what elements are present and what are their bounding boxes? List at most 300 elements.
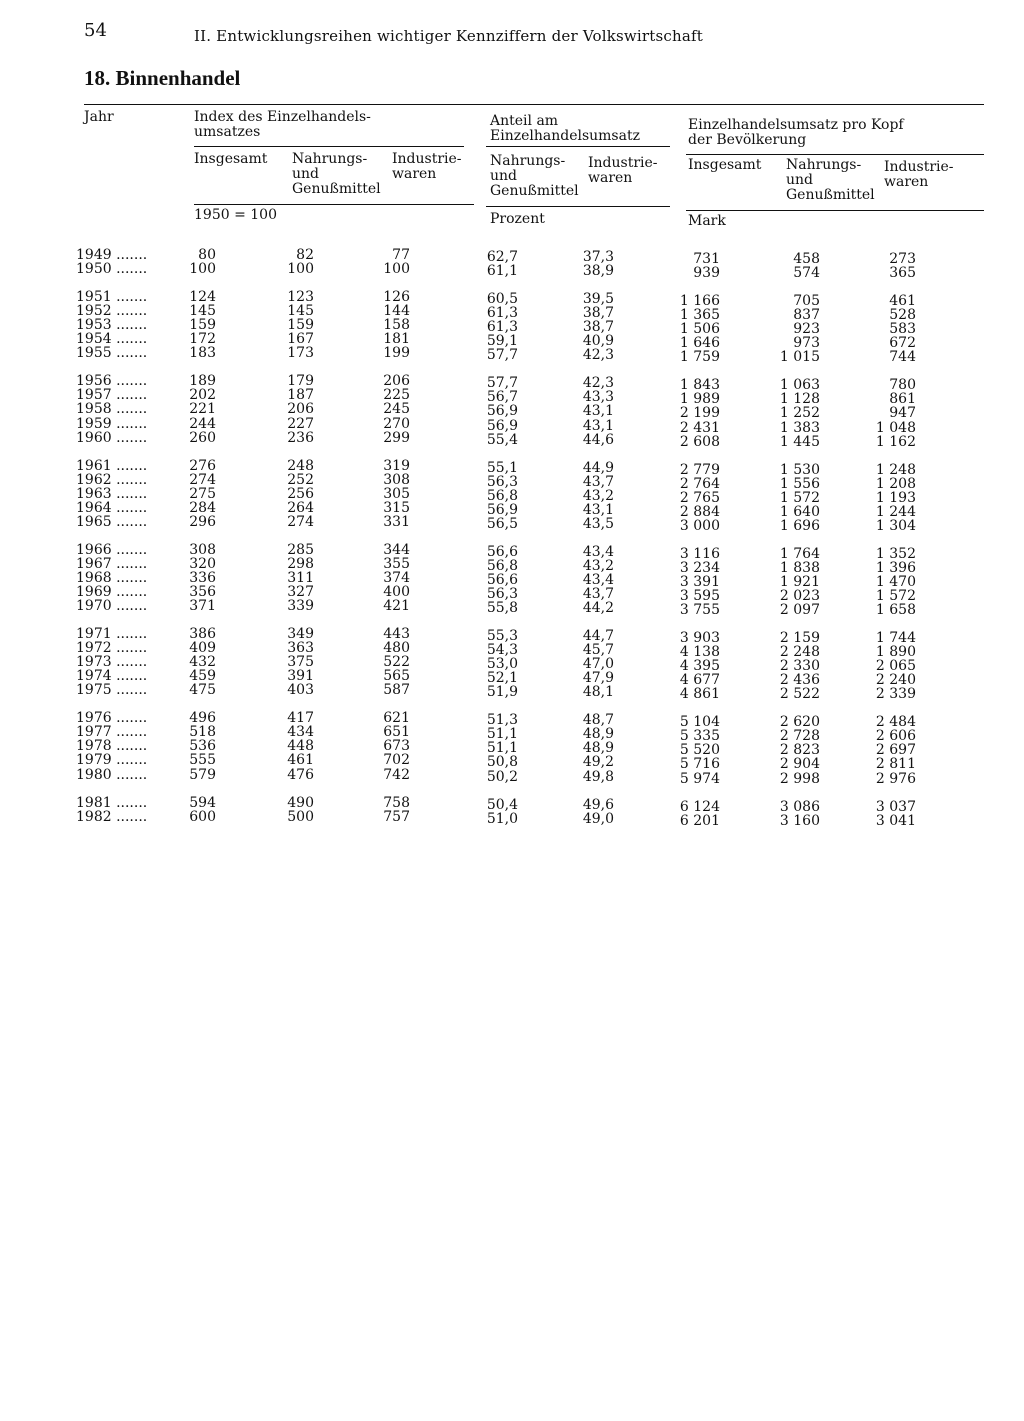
table-row [0,626,1024,646]
cell-index-industrie: 181 [383,331,410,347]
cell-kopf-industrie: 861 [889,391,916,407]
cell-anteil-industrie: 43,2 [582,488,614,504]
cell-index-insgesamt: 159 [189,317,216,333]
cell-index-nahrung: 391 [287,668,314,684]
table-row [0,640,1024,660]
cell-kopf-nahrung: 1 128 [779,391,820,407]
cell-index-industrie: 443 [383,626,410,642]
cell-index-insgesamt: 320 [189,556,216,572]
cell-index-nahrung: 490 [287,795,314,811]
cell-index-insgesamt: 274 [189,472,216,488]
cell-year: 1959 ....... [76,416,148,432]
cell-year: 1976 ....... [76,710,148,726]
cell-kopf-industrie: 1 048 [875,420,916,436]
cell-index-insgesamt: 124 [189,289,216,305]
cell-index-industrie: 522 [383,654,410,670]
cell-year: 1958 ....... [76,401,148,417]
table-row [0,331,1024,351]
cell-index-industrie: 308 [383,472,410,488]
cell-index-nahrung: 236 [287,430,314,446]
cell-kopf-insgesamt: 4 138 [679,644,720,660]
cell-index-insgesamt: 244 [189,416,216,432]
table-row [0,472,1024,492]
table-row [0,261,1024,281]
cell-year: 1980 ....... [76,767,148,783]
cell-anteil-industrie: 43,4 [582,544,614,560]
cell-kopf-industrie: 2 697 [875,742,916,758]
cell-anteil-nahrung: 56,8 [486,488,518,504]
cell-anteil-nahrung: 55,1 [486,460,518,476]
cell-index-nahrung: 434 [287,724,314,740]
cell-anteil-industrie: 38,7 [582,305,614,321]
cell-year: 1981 ....... [76,795,148,811]
cell-kopf-industrie: 2 339 [875,686,916,702]
table-row [0,584,1024,604]
cell-kopf-industrie: 3 041 [875,813,916,829]
cell-year: 1978 ....... [76,738,148,754]
cell-kopf-industrie: 672 [889,335,916,351]
cell-kopf-insgesamt: 1 166 [679,293,720,309]
cell-anteil-industrie: 45,7 [582,642,614,658]
cell-index-nahrung: 461 [287,752,314,768]
cell-anteil-nahrung: 59,1 [486,333,518,349]
cell-index-insgesamt: 475 [189,682,216,698]
cell-kopf-insgesamt: 1 646 [679,335,720,351]
table-row [0,809,1024,829]
cell-index-industrie: 199 [383,345,410,361]
cell-anteil-industrie: 40,9 [582,333,614,349]
cell-kopf-insgesamt: 731 [693,251,720,267]
cell-kopf-nahrung: 574 [793,265,820,281]
cell-anteil-industrie: 44,2 [582,600,614,616]
table-row [0,430,1024,450]
cell-year: 1974 ....... [76,668,148,684]
cell-year: 1977 ....... [76,724,148,740]
cell-index-insgesamt: 308 [189,542,216,558]
cell-index-industrie: 77 [392,247,410,263]
cell-kopf-insgesamt: 2 779 [679,462,720,478]
index-group-rule [194,146,464,147]
cell-anteil-nahrung: 56,6 [486,572,518,588]
cell-anteil-industrie: 49,6 [582,797,614,813]
table-row [0,514,1024,534]
kopf-insgesamt-label: Insgesamt [688,157,762,173]
cell-kopf-industrie: 1 470 [875,574,916,590]
cell-index-industrie: 673 [383,738,410,754]
cell-anteil-industrie: 44,9 [582,460,614,476]
cell-anteil-nahrung: 56,6 [486,544,518,560]
cell-kopf-industrie: 1 162 [875,434,916,450]
cell-anteil-nahrung: 51,1 [486,740,518,756]
cell-kopf-industrie: 1 890 [875,644,916,660]
cell-year: 1964 ....... [76,500,148,516]
cell-kopf-industrie: 583 [889,321,916,337]
cell-kopf-insgesamt: 6 124 [679,799,720,815]
cell-anteil-industrie: 48,1 [582,684,614,700]
cell-kopf-industrie: 780 [889,377,916,393]
cell-anteil-industrie: 44,7 [582,628,614,644]
cell-year: 1953 ....... [76,317,148,333]
cell-anteil-industrie: 49,2 [582,754,614,770]
cell-kopf-industrie: 1 244 [875,504,916,520]
cell-anteil-industrie: 42,3 [582,347,614,363]
cell-kopf-nahrung: 1 556 [779,476,820,492]
cell-anteil-nahrung: 56,7 [486,389,518,405]
cell-anteil-nahrung: 56,9 [486,418,518,434]
table-row [0,570,1024,590]
table-row [0,317,1024,337]
cell-anteil-nahrung: 55,4 [486,432,518,448]
cell-anteil-industrie: 47,9 [582,670,614,686]
cell-anteil-industrie: 49,8 [582,769,614,785]
cell-anteil-industrie: 42,3 [582,375,614,391]
cell-index-insgesamt: 371 [189,598,216,614]
cell-index-industrie: 758 [383,795,410,811]
running-title: II. Entwicklungsreihen wichtiger Kennziffern der Volkswirtschaft [194,27,704,45]
cell-anteil-industrie: 43,1 [582,403,614,419]
cell-kopf-industrie: 947 [889,405,916,421]
cell-anteil-industrie: 44,6 [582,432,614,448]
cell-kopf-nahrung: 1 383 [779,420,820,436]
cell-index-industrie: 400 [383,584,410,600]
cell-kopf-insgesamt: 5 335 [679,728,720,744]
cell-index-industrie: 305 [383,486,410,502]
cell-kopf-insgesamt: 3 116 [679,546,720,562]
index-unit-label: 1950 = 100 [194,207,277,223]
cell-year: 1968 ....... [76,570,148,586]
cell-anteil-industrie: 43,3 [582,389,614,405]
kopf-nahrung-label: Nahrungs- und Genußmittel [786,157,875,203]
cell-anteil-industrie: 37,3 [582,249,614,265]
cell-index-nahrung: 363 [287,640,314,656]
cell-kopf-insgesamt: 1 506 [679,321,720,337]
cell-year: 1963 ....... [76,486,148,502]
cell-kopf-industrie: 1 396 [875,560,916,576]
cell-index-insgesamt: 189 [189,373,216,389]
cell-index-nahrung: 327 [287,584,314,600]
cell-year: 1966 ....... [76,542,148,558]
cell-index-insgesamt: 356 [189,584,216,600]
cell-kopf-insgesamt: 3 755 [679,602,720,618]
cell-kopf-nahrung: 1 252 [779,405,820,421]
cell-index-insgesamt: 409 [189,640,216,656]
cell-index-industrie: 374 [383,570,410,586]
table-row [0,289,1024,309]
cell-index-insgesamt: 172 [189,331,216,347]
cell-kopf-nahrung: 458 [793,251,820,267]
index-unit-rule [194,204,474,205]
cell-anteil-industrie: 48,9 [582,740,614,756]
cell-index-insgesamt: 260 [189,430,216,446]
cell-year: 1973 ....... [76,654,148,670]
cell-index-industrie: 702 [383,752,410,768]
cell-kopf-nahrung: 1 696 [779,518,820,534]
cell-anteil-nahrung: 51,0 [486,811,518,827]
cell-kopf-nahrung: 2 023 [779,588,820,604]
cell-index-insgesamt: 221 [189,401,216,417]
cell-kopf-nahrung: 2 823 [779,742,820,758]
cell-kopf-insgesamt: 3 595 [679,588,720,604]
table-row [0,724,1024,744]
table-row [0,373,1024,393]
cell-anteil-nahrung: 51,3 [486,712,518,728]
cell-index-nahrung: 311 [287,570,314,586]
cell-anteil-nahrung: 56,3 [486,586,518,602]
cell-index-insgesamt: 518 [189,724,216,740]
cell-index-industrie: 144 [383,303,410,319]
cell-year: 1971 ....... [76,626,148,642]
table-row [0,795,1024,815]
table-row [0,682,1024,702]
cell-anteil-nahrung: 61,3 [486,319,518,335]
table-row [0,710,1024,730]
cell-index-insgesamt: 202 [189,387,216,403]
table-row [0,668,1024,688]
index-group-label: Index des Einzelhandels- umsatzes [194,109,371,140]
cell-kopf-nahrung: 837 [793,307,820,323]
cell-kopf-industrie: 1 193 [875,490,916,506]
cell-kopf-nahrung: 2 998 [779,771,820,787]
cell-kopf-nahrung: 3 086 [779,799,820,815]
cell-kopf-nahrung: 1 530 [779,462,820,478]
table-row [0,345,1024,365]
cell-index-industrie: 421 [383,598,410,614]
cell-anteil-nahrung: 56,5 [486,516,518,532]
cell-index-industrie: 315 [383,500,410,516]
cell-kopf-nahrung: 2 728 [779,728,820,744]
cell-kopf-insgesamt: 6 201 [679,813,720,829]
cell-anteil-nahrung: 56,9 [486,502,518,518]
cell-kopf-industrie: 1 658 [875,602,916,618]
cell-kopf-insgesamt: 1 365 [679,307,720,323]
cell-kopf-nahrung: 1 063 [779,377,820,393]
cell-kopf-industrie: 273 [889,251,916,267]
cell-index-industrie: 565 [383,668,410,684]
section-title: 18. Binnenhandel [84,66,241,90]
cell-anteil-industrie: 43,7 [582,586,614,602]
cell-kopf-insgesamt: 3 903 [679,630,720,646]
cell-index-nahrung: 173 [287,345,314,361]
anteil-unit-label: Prozent [490,211,545,227]
cell-kopf-industrie: 461 [889,293,916,309]
cell-index-insgesamt: 80 [198,247,216,263]
cell-kopf-insgesamt: 4 861 [679,686,720,702]
table-row [0,767,1024,787]
cell-kopf-insgesamt: 5 520 [679,742,720,758]
cell-index-nahrung: 82 [296,247,314,263]
cell-kopf-nahrung: 923 [793,321,820,337]
cell-kopf-nahrung: 1 921 [779,574,820,590]
cell-index-nahrung: 248 [287,458,314,474]
cell-kopf-nahrung: 2 436 [779,672,820,688]
table-row [0,542,1024,562]
cell-kopf-insgesamt: 939 [693,265,720,281]
cell-anteil-nahrung: 57,7 [486,375,518,391]
cell-kopf-nahrung: 705 [793,293,820,309]
cell-anteil-nahrung: 61,3 [486,305,518,321]
cell-anteil-nahrung: 56,9 [486,403,518,419]
cell-index-industrie: 225 [383,387,410,403]
cell-anteil-nahrung: 57,7 [486,347,518,363]
cell-year: 1961 ....... [76,458,148,474]
cell-index-insgesamt: 555 [189,752,216,768]
table-top-rule [84,104,984,105]
cell-index-nahrung: 448 [287,738,314,754]
kopf-unit-label: Mark [688,213,726,229]
cell-kopf-nahrung: 2 097 [779,602,820,618]
cell-index-nahrung: 298 [287,556,314,572]
cell-anteil-industrie: 48,7 [582,712,614,728]
table-row [0,500,1024,520]
table-row [0,598,1024,618]
cell-anteil-nahrung: 61,1 [486,263,518,279]
cell-kopf-industrie: 2 065 [875,658,916,674]
cell-kopf-industrie: 1 572 [875,588,916,604]
cell-index-nahrung: 227 [287,416,314,432]
cell-kopf-insgesamt: 2 764 [679,476,720,492]
col-jahr-label: Jahr [84,109,114,125]
cell-index-industrie: 245 [383,401,410,417]
cell-index-insgesamt: 579 [189,767,216,783]
cell-anteil-nahrung: 55,8 [486,600,518,616]
cell-index-nahrung: 187 [287,387,314,403]
cell-year: 1954 ....... [76,331,148,347]
cell-kopf-industrie: 2 976 [875,771,916,787]
cell-index-industrie: 587 [383,682,410,698]
cell-kopf-insgesamt: 1 843 [679,377,720,393]
cell-anteil-nahrung: 56,3 [486,474,518,490]
cell-kopf-insgesamt: 5 974 [679,771,720,787]
cell-year: 1957 ....... [76,387,148,403]
cell-anteil-nahrung: 51,1 [486,726,518,742]
cell-index-insgesamt: 100 [189,261,216,277]
cell-index-industrie: 480 [383,640,410,656]
cell-anteil-industrie: 43,4 [582,572,614,588]
cell-year: 1982 ....... [76,809,148,825]
kopf-industrie-label: Industrie- waren [884,159,954,190]
cell-year: 1955 ....... [76,345,148,361]
cell-anteil-nahrung: 51,9 [486,684,518,700]
cell-index-industrie: 319 [383,458,410,474]
cell-kopf-insgesamt: 2 884 [679,504,720,520]
kopf-group-label: Einzelhandelsumsatz pro Kopf der Bevölkerung [688,117,904,148]
cell-index-insgesamt: 432 [189,654,216,670]
cell-kopf-industrie: 2 484 [875,714,916,730]
cell-index-insgesamt: 296 [189,514,216,530]
cell-index-insgesamt: 284 [189,500,216,516]
cell-index-nahrung: 403 [287,682,314,698]
cell-index-nahrung: 417 [287,710,314,726]
cell-index-industrie: 621 [383,710,410,726]
cell-index-industrie: 126 [383,289,410,305]
cell-kopf-industrie: 1 304 [875,518,916,534]
cell-anteil-industrie: 43,7 [582,474,614,490]
cell-kopf-industrie: 2 240 [875,672,916,688]
cell-kopf-nahrung: 2 248 [779,644,820,660]
cell-kopf-nahrung: 1 015 [779,349,820,365]
cell-anteil-nahrung: 60,5 [486,291,518,307]
cell-index-nahrung: 159 [287,317,314,333]
cell-index-insgesamt: 145 [189,303,216,319]
cell-kopf-nahrung: 1 572 [779,490,820,506]
cell-anteil-industrie: 48,9 [582,726,614,742]
cell-anteil-industrie: 38,7 [582,319,614,335]
cell-year: 1956 ....... [76,373,148,389]
cell-year: 1951 ....... [76,289,148,305]
cell-index-insgesamt: 536 [189,738,216,754]
anteil-unit-rule [486,206,670,207]
cell-index-industrie: 344 [383,542,410,558]
cell-kopf-nahrung: 2 159 [779,630,820,646]
cell-kopf-insgesamt: 3 234 [679,560,720,576]
cell-index-insgesamt: 496 [189,710,216,726]
cell-anteil-nahrung: 50,2 [486,769,518,785]
cell-index-insgesamt: 183 [189,345,216,361]
cell-index-nahrung: 100 [287,261,314,277]
table-row [0,486,1024,506]
index-industrie-label: Industrie- waren [392,151,462,182]
cell-index-industrie: 100 [383,261,410,277]
table-row [0,752,1024,772]
cell-year: 1965 ....... [76,514,148,530]
cell-year: 1972 ....... [76,640,148,656]
table-row [0,738,1024,758]
cell-anteil-nahrung: 52,1 [486,670,518,686]
cell-kopf-insgesamt: 3 000 [679,518,720,534]
cell-index-nahrung: 206 [287,401,314,417]
cell-index-nahrung: 349 [287,626,314,642]
cell-year: 1967 ....... [76,556,148,572]
cell-kopf-insgesamt: 4 677 [679,672,720,688]
anteil-group-rule [486,146,670,147]
cell-index-insgesamt: 594 [189,795,216,811]
cell-index-insgesamt: 336 [189,570,216,586]
cell-index-industrie: 331 [383,514,410,530]
cell-index-nahrung: 123 [287,289,314,305]
cell-index-insgesamt: 386 [189,626,216,642]
cell-kopf-nahrung: 2 522 [779,686,820,702]
cell-anteil-nahrung: 56,8 [486,558,518,574]
cell-kopf-industrie: 3 037 [875,799,916,815]
cell-kopf-industrie: 2 606 [875,728,916,744]
cell-index-industrie: 206 [383,373,410,389]
cell-anteil-industrie: 43,1 [582,418,614,434]
cell-kopf-insgesamt: 1 989 [679,391,720,407]
cell-anteil-industrie: 38,9 [582,263,614,279]
anteil-group-label: Anteil am Einzelhandelsumsatz [490,113,640,144]
cell-year: 1970 ....... [76,598,148,614]
cell-anteil-nahrung: 53,0 [486,656,518,672]
cell-index-insgesamt: 275 [189,486,216,502]
cell-anteil-nahrung: 50,8 [486,754,518,770]
cell-kopf-industrie: 1 352 [875,546,916,562]
cell-anteil-nahrung: 55,3 [486,628,518,644]
cell-year: 1960 ....... [76,430,148,446]
cell-index-industrie: 742 [383,767,410,783]
cell-kopf-nahrung: 2 904 [779,756,820,772]
table-row [0,458,1024,478]
cell-kopf-insgesamt: 4 395 [679,658,720,674]
table-row [0,654,1024,674]
cell-index-nahrung: 375 [287,654,314,670]
cell-kopf-insgesamt: 2 608 [679,434,720,450]
cell-year: 1952 ....... [76,303,148,319]
cell-index-insgesamt: 276 [189,458,216,474]
table-row [0,303,1024,323]
cell-index-nahrung: 264 [287,500,314,516]
cell-year: 1975 ....... [76,682,148,698]
table-row [0,247,1024,267]
